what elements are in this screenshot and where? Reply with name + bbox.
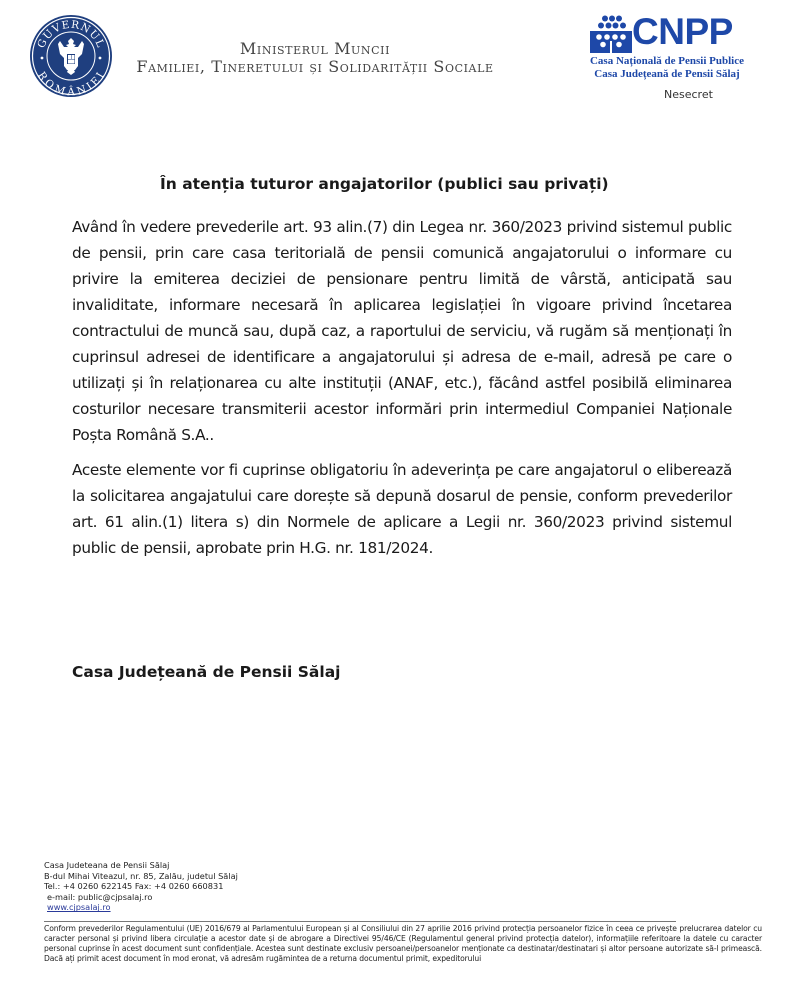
- cnpp-subtitle-county: Casa Județeană de Pensii Sălaj: [594, 67, 740, 80]
- cnpp-wordmark: CNPP: [632, 11, 733, 52]
- svg-text:ROMÂNIEI: ROMÂNIEI: [34, 69, 108, 98]
- gdpr-notice: Conform prevederilor Regulamentului (UE) 2016/679 al Parlamentului European și al Consiliului din 27 aprilie 2016 privind protecția persoanelor fizice în ceea ce privește prelucrarea datelor cu caracter personal și privind libera circulație a acestor date și de abrogare a Directivei 95/46/CE (Regulamentul general privind protecția datelor), informațiile referitoare la datele cu caracter personal cuprinse în acest document sunt confidențiale. Acestea sunt destinate exclusiv persoanei/persoanelor menționate ca destinatar/destinatari și altor persoane autorizate să-l primească. Dacă ați primit acest document în mod eronat, vă adresăm rugămintea de a returna documentul primit, expeditorului: [44, 924, 762, 963]
- footer-contact: [44, 860, 238, 913]
- body-paragraph: Aceste elemente vor fi cuprinse obligatoriu în adeverința pe care angajatorul o eliberează la solicitarea angajatului care dorește să depună dosarul de pensie, conform prevederilor art. 61 alin.(1) litera s) din Normele de aplicare a Legii nr. 360/2023 privind sistemul public de pensii, aprobate prin H.G. nr. 181/2024.: [72, 461, 732, 557]
- ministry-line-2: Familiei, Tineretului și Solidarității Sociale: [136, 57, 494, 76]
- document-body: [72, 214, 732, 561]
- website-link[interactable]: www.cjpsalaj.ro: [47, 902, 111, 913]
- ministry-name: [130, 40, 500, 76]
- contact-email: e-mail: public@cjpsalaj.ro: [47, 891, 153, 902]
- classification-label: Nesecret: [664, 88, 713, 101]
- signature: Casa Județeană de Pensii Sălaj: [72, 663, 341, 681]
- contact-address: B-dul Mihai Viteazul, nr. 85, Zalău, judetul Sălaj: [44, 870, 238, 881]
- body-paragraph: Având în vedere prevederile art. 93 alin.(7) din Legea nr. 360/2023 privind sistemul public de pensii, prin care casa teritorială de pensii comunică angajatorului o informare cu privire la emiterea deciziei de pensionare pentru limită de vârstă, anticipată sau invaliditate, informare necesară în aplicarea legislației în vigoare privind încetarea contractului de muncă sau, după caz, a raportului de serviciu, vă rugăm să menționați în cuprinsul adresei de identificare a angajatorului și adresa de e-mail, adresă pe care o utilizați și în relaționarea cu alte instituții (ANAF, etc.), făcând astfel posibilă eliminarea costurilor necesare transmiterii acestor informări prin intermediul Companiei Naționale Poșta Română S.A..: [72, 218, 732, 444]
- contact-phone-fax: Tel.: +4 0260 622145 Fax: +4 0260 660831: [44, 881, 224, 892]
- svg-text:GUVERNUL: GUVERNUL: [35, 18, 107, 50]
- document-title: În atenția tuturor angajatorilor (publici sau privați): [160, 175, 609, 193]
- cnpp-subtitle-national: Casa Națională de Pensii Publice: [589, 55, 744, 67]
- cnpp-subtitle: [588, 55, 746, 80]
- footer-divider: [44, 921, 676, 922]
- cnpp-people-icon: [590, 15, 632, 53]
- guvernul-romaniei-seal-icon: [29, 14, 113, 98]
- contact-institution: Casa Judeteana de Pensii Sălaj: [44, 860, 170, 870]
- ministry-line-1: Ministerul Muncii: [239, 39, 391, 58]
- government-logo: [29, 14, 113, 98]
